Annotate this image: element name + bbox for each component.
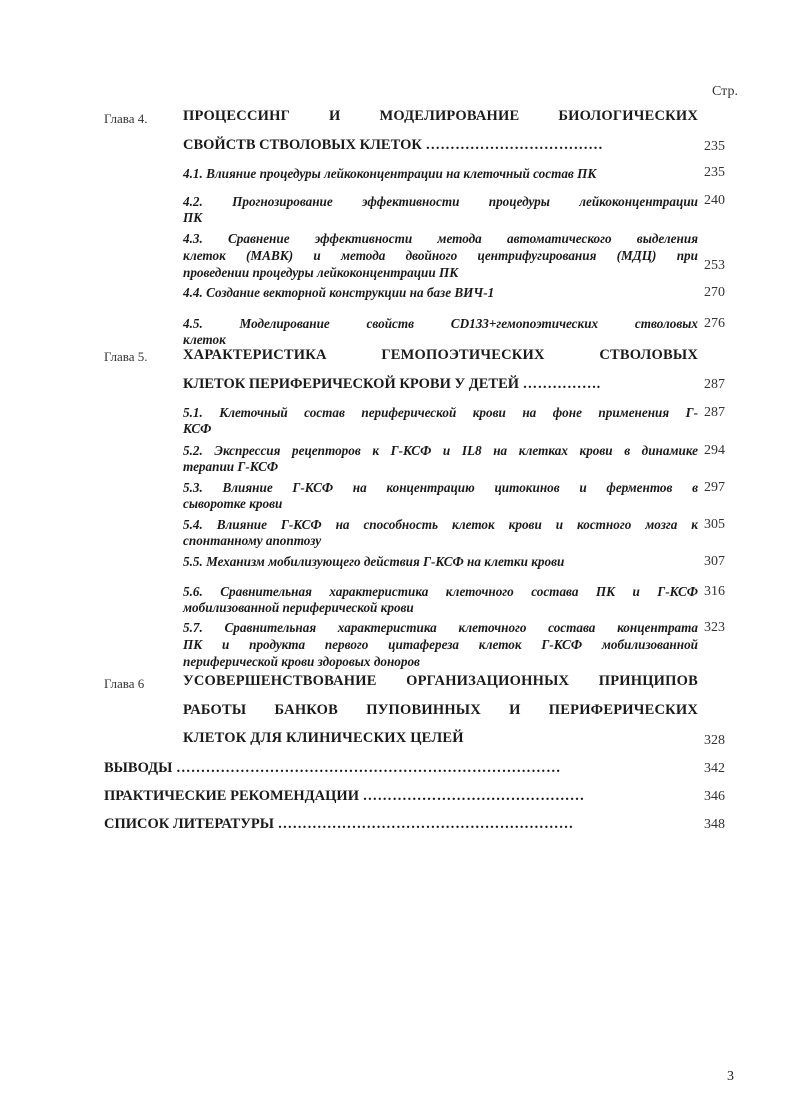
chapter-5-title-line-2-row xyxy=(183,376,601,393)
toc-item-4-3-cont-2: проведении процедуры лейкоконцентрации ПК xyxy=(183,265,459,280)
chapter-4-leader-dots: ……………………………… xyxy=(425,137,604,153)
section-recommendations-title: ПРАКТИЧЕСКИЕ РЕКОМЕНДАЦИИ xyxy=(104,788,359,804)
section-references-title: СПИСОК ЛИТЕРАТУРЫ xyxy=(104,816,274,832)
toc-item-5-1: 5.1. Клеточный состав периферической крови на фоне применения Г- xyxy=(183,405,698,420)
toc-item-4-2: 4.2. Прогнозирование эффективности процедуры лейкоконцентрации xyxy=(183,194,698,209)
section-references xyxy=(104,816,574,833)
toc-item-5-6-page: 316 xyxy=(704,584,725,599)
toc-item-5-6-cont: мобилизованной периферической крови xyxy=(183,600,414,615)
chapter-6-title-line-3: КЛЕТОК ДЛЯ КЛИНИЧЕСКИХ ЦЕЛЕЙ xyxy=(183,730,464,746)
section-recommendations xyxy=(104,788,585,805)
toc-item-4-3-page: 253 xyxy=(704,258,725,273)
chapter-6-page: 328 xyxy=(704,733,725,748)
toc-item-4-3: 4.3. Сравнение эффективности метода автоматического выделения xyxy=(183,231,698,246)
toc-item-5-4-page: 305 xyxy=(704,517,725,532)
toc-item-4-1: 4.1. Влияние процедуры лейкоконцентрации на клеточный состав ПК xyxy=(183,166,597,181)
page-number: 3 xyxy=(727,1069,734,1084)
chapter-4-title-line-2-row xyxy=(183,137,603,154)
toc-item-5-3: 5.3. Влияние Г-КСФ на концентрацию цитокинов и ферментов в xyxy=(183,480,698,495)
chapter-4-title-line-1: ПРОЦЕССИНГ И МОДЕЛИРОВАНИЕ БИОЛОГИЧЕСКИХ xyxy=(183,108,698,124)
toc-item-5-6: 5.6. Сравнительная характеристика клеточного состава ПК и Г-КСФ xyxy=(183,584,698,599)
toc-item-4-5-page: 276 xyxy=(704,316,725,331)
toc-item-5-5-page: 307 xyxy=(704,554,725,569)
toc-item-5-4-cont: спонтанному апоптозу xyxy=(183,533,322,548)
section-references-page: 348 xyxy=(704,817,725,832)
chapter-5-page: 287 xyxy=(704,377,725,392)
section-conclusions-title: ВЫВОДЫ xyxy=(104,760,173,776)
toc-item-4-1-page: 235 xyxy=(704,165,725,180)
toc-item-4-2-cont: ПК xyxy=(183,210,203,225)
toc-item-5-7-cont-1: ПК и продукта первого цитафереза клеток Г-КСФ мобилизованной xyxy=(183,637,698,652)
section-conclusions-dots: …………………………………………………………………… xyxy=(175,760,561,776)
toc-item-5-7-cont-2: периферической крови здоровых доноров xyxy=(183,654,420,669)
section-recommendations-page: 346 xyxy=(704,789,725,804)
toc-item-5-7: 5.7. Сравнительная характеристика клеточного состава концентрата xyxy=(183,620,698,635)
toc-item-5-4: 5.4. Влияние Г-КСФ на способность клеток крови и костного мозга к xyxy=(183,517,698,532)
chapter-5-title-line-2: КЛЕТОК ПЕРИФЕРИЧЕСКОЙ КРОВИ У ДЕТЕЙ xyxy=(183,376,520,392)
chapter-6-title-line-2: РАБОТЫ БАНКОВ ПУПОВИННЫХ И ПЕРИФЕРИЧЕСКИХ xyxy=(183,702,698,718)
section-recommendations-dots: ……………………………………… xyxy=(362,788,585,804)
toc-item-4-4: 4.4. Создание векторной конструкции на базе ВИЧ-1 xyxy=(183,285,495,300)
chapter-4-label: Глава 4. xyxy=(104,111,148,126)
toc-item-5-1-page: 287 xyxy=(704,405,725,420)
toc-item-5-1-cont: КСФ xyxy=(183,421,212,436)
page-column-label: Стр. xyxy=(712,84,738,99)
toc-item-4-2-page: 240 xyxy=(704,193,725,208)
chapter-5-label: Глава 5. xyxy=(104,349,148,364)
toc-item-4-5-cont: клеток xyxy=(183,332,226,347)
section-references-dots: …………………………………………………… xyxy=(277,816,574,832)
chapter-5-title-line-1: ХАРАКТЕРИСТИКА ГЕМОПОЭТИЧЕСКИХ СТВОЛОВЫХ xyxy=(183,347,698,363)
toc-item-4-3-cont-1: клеток (МАВК) и метода двойного центрифугирования (МДЦ) при xyxy=(183,248,698,263)
chapter-6-label: Глава 6 xyxy=(104,676,145,691)
chapter-6-title-line-1: УСОВЕРШЕНСТВОВАНИЕ ОРГАНИЗАЦИОННЫХ ПРИНЦИПОВ xyxy=(183,673,698,689)
toc-item-5-3-page: 297 xyxy=(704,480,725,495)
toc-item-5-2-cont: терапии Г-КСФ xyxy=(183,459,279,474)
chapter-4-page: 235 xyxy=(704,139,725,154)
toc-item-5-5: 5.5. Механизм мобилизующего действия Г-КСФ на клетки крови xyxy=(183,554,565,569)
section-conclusions xyxy=(104,760,561,777)
section-conclusions-page: 342 xyxy=(704,761,725,776)
chapter-5-leader-dots: ……………. xyxy=(522,376,601,392)
toc-item-5-2-page: 294 xyxy=(704,443,725,458)
toc-item-5-3-cont: сыворотке крови xyxy=(183,496,283,511)
toc-item-4-5: 4.5. Моделирование свойств CD133+гемопоэтических стволовых xyxy=(183,316,698,331)
toc-item-5-7-page: 323 xyxy=(704,620,725,635)
toc-item-4-4-page: 270 xyxy=(704,285,725,300)
toc-item-5-2: 5.2. Экспрессия рецепторов к Г-КСФ и IL8 на клетках крови в динамике xyxy=(183,443,698,458)
chapter-4-title-line-2: СВОЙСТВ СТВОЛОВЫХ КЛЕТОК xyxy=(183,137,422,153)
